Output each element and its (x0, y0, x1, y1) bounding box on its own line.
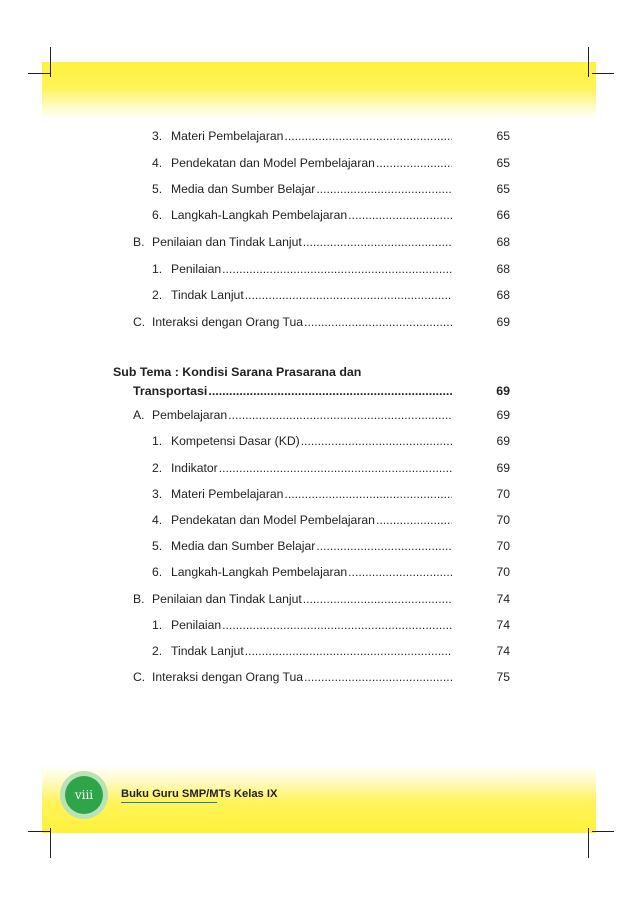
toc-entry-page: 65 (496, 182, 510, 196)
toc-entry (152, 207, 510, 223)
toc-entry-number: 6. (152, 565, 163, 579)
toc-leader-dots (208, 383, 452, 399)
toc-entry-number: 5. (152, 182, 163, 196)
toc-entry (133, 669, 510, 685)
toc-leader-dots (245, 287, 452, 303)
toc-entry-page: 66 (496, 208, 510, 222)
subtheme-heading: Sub Tema : Kondisi Sarana Prasarana dan (113, 365, 362, 379)
page-number: viii (65, 776, 103, 814)
toc-entry-label: Interaksi dengan Orang Tua (152, 315, 304, 329)
toc-entry-label: Media dan Sumber Belajar (171, 182, 316, 196)
toc-entry (152, 181, 510, 197)
toc-entry-label: Langkah-Langkah Pembelajaran (171, 208, 348, 222)
toc-entry-page: 69 (496, 434, 510, 448)
toc-entry-page: 69 (496, 408, 510, 422)
toc-entry-page: 70 (496, 539, 510, 553)
toc-entry-page: 65 (496, 129, 510, 143)
toc-entry-number: C. (133, 670, 146, 684)
toc-entry-number: 1. (152, 618, 163, 632)
page-number-badge (60, 771, 108, 819)
toc-entry (133, 407, 510, 423)
toc-entry-number: 3. (152, 487, 163, 501)
toc-leader-dots (301, 433, 452, 449)
toc-entry-page: 74 (496, 592, 510, 606)
toc-leader-dots (284, 486, 452, 502)
toc-entry-number: 2. (152, 644, 163, 658)
toc-entry-page: 70 (496, 565, 510, 579)
toc-entry-number: A. (133, 408, 145, 422)
toc-entry-number: 2. (152, 288, 163, 302)
toc-leader-dots (348, 207, 452, 223)
toc-leader-dots (316, 181, 452, 197)
toc-entry-number: 4. (152, 513, 163, 527)
footer-title-underline (121, 802, 217, 803)
toc-entry (152, 538, 510, 554)
toc-entry-page: 75 (496, 670, 510, 684)
toc-entry (152, 643, 510, 659)
toc-leader-dots (219, 460, 452, 476)
toc-entry-number: 2. (152, 461, 163, 475)
toc-entry-number: 1. (152, 262, 163, 276)
toc-entry-label: Penilaian dan Tindak Lanjut (152, 235, 302, 249)
subtheme-heading-label: Transportasi (133, 384, 208, 398)
subtheme-heading-continued (133, 383, 510, 399)
toc-leader-dots (222, 261, 452, 277)
toc-entry (152, 512, 510, 528)
toc-leader-dots (348, 564, 452, 580)
toc-entry (152, 261, 510, 277)
toc-entry (152, 460, 510, 476)
toc-entry (152, 617, 510, 633)
toc-entry-label: Indikator (171, 461, 218, 475)
toc-entry-number: 6. (152, 208, 163, 222)
toc-entry-page: 68 (496, 262, 510, 276)
toc-leader-dots (303, 234, 452, 250)
toc-leader-dots (376, 155, 452, 171)
toc-leader-dots (304, 669, 452, 685)
toc-entry-page: 74 (496, 644, 510, 658)
toc-leader-dots (284, 128, 452, 144)
toc-entry (133, 314, 510, 330)
toc-entry (133, 591, 510, 607)
toc-entry-label: Kompetensi Dasar (KD) (171, 434, 300, 448)
toc-entry-label: Pendekatan dan Model Pembelajaran (171, 156, 375, 170)
toc-leader-dots (304, 314, 452, 330)
toc-leader-dots (222, 617, 452, 633)
toc-entry-page: 68 (496, 235, 510, 249)
toc-entry-page: 68 (496, 288, 510, 302)
toc-leader-dots (303, 591, 452, 607)
subtheme-page: 69 (496, 384, 510, 398)
toc-entry-label: Pendekatan dan Model Pembelajaran (171, 513, 375, 527)
toc-leader-dots (245, 643, 452, 659)
toc-entry-label: Penilaian dan Tindak Lanjut (152, 592, 302, 606)
toc-entry-label: Langkah-Langkah Pembelajaran (171, 565, 348, 579)
toc-entry-page: 70 (496, 513, 510, 527)
toc-leader-dots (316, 538, 452, 554)
toc-entry-page: 74 (496, 618, 510, 632)
toc-entry-number: B. (133, 592, 145, 606)
toc-entry-page: 69 (496, 461, 510, 475)
toc-entry-number: C. (133, 315, 146, 329)
toc-entry-label: Interaksi dengan Orang Tua (152, 670, 304, 684)
toc-entry-number: 4. (152, 156, 163, 170)
toc-entry-number: 1. (152, 434, 163, 448)
toc-entry-label: Tindak Lanjut (171, 644, 244, 658)
toc-entry-label: Materi Pembelajaran (171, 487, 284, 501)
toc-entry-page: 69 (496, 315, 510, 329)
toc-entry (152, 433, 510, 449)
toc-entry-label: Pembelajaran (152, 408, 228, 422)
toc-entry-label: Materi Pembelajaran (171, 129, 284, 143)
footer-book-title: Buku Guru SMP/MTs Kelas IX (121, 788, 278, 800)
toc-leader-dots (376, 512, 452, 528)
toc-entry-page: 70 (496, 487, 510, 501)
toc-entry (152, 155, 510, 171)
toc-entry-number: 3. (152, 129, 163, 143)
toc-entry-label: Tindak Lanjut (171, 288, 244, 302)
toc-entry-label: Penilaian (171, 618, 222, 632)
toc-entry-label: Media dan Sumber Belajar (171, 539, 316, 553)
toc-entry-number: 5. (152, 539, 163, 553)
toc-entry (133, 234, 510, 250)
toc-leader-dots (228, 407, 452, 423)
toc-entry (152, 486, 510, 502)
toc-entry-page: 65 (496, 156, 510, 170)
toc-entry-number: B. (133, 235, 145, 249)
toc-entry-label: Penilaian (171, 262, 222, 276)
toc-entry (152, 287, 510, 303)
toc-entry (152, 564, 510, 580)
toc-entry (152, 128, 510, 144)
